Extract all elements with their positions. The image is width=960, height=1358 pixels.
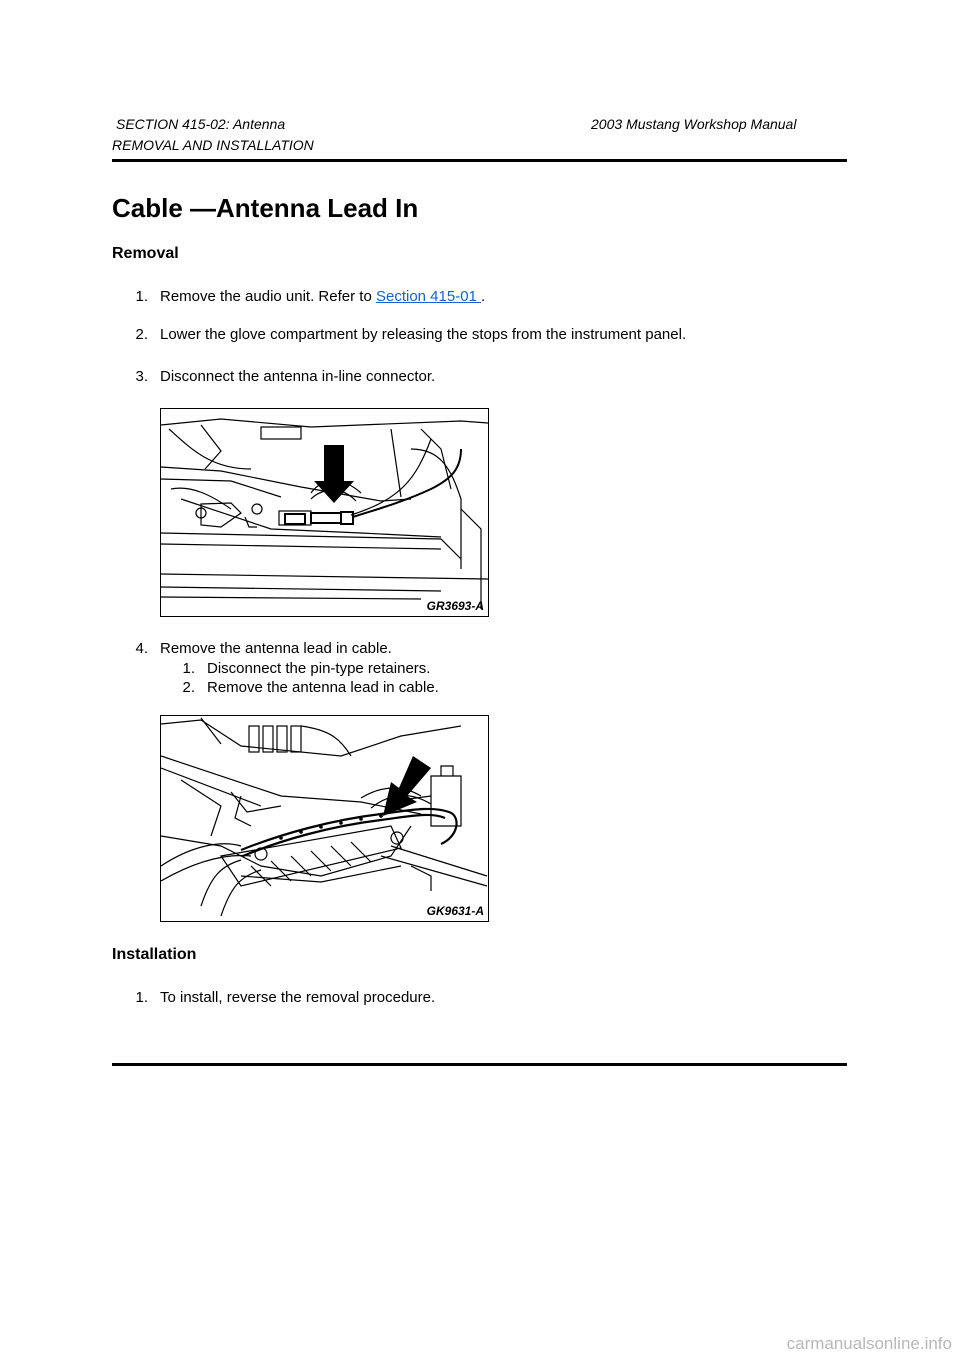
figure-lead-in-cable	[160, 715, 489, 922]
section-title: SECTION 415-02: Antenna	[116, 116, 286, 132]
section-415-01-link[interactable]: Section 415-01	[375, 288, 482, 305]
page-title: Cable —Antenna Lead In	[112, 193, 419, 223]
watermark: carmanualsonline.info	[786, 1334, 952, 1353]
figure-label: GR3693-A	[426, 599, 484, 613]
figure-label: GK9631-A	[426, 904, 484, 918]
step-text: Remove the audio unit. Refer to	[160, 288, 376, 305]
subsection-title: REMOVAL AND INSTALLATION	[112, 137, 314, 153]
step-text: Disconnect the antenna in-line connector.	[160, 368, 436, 385]
footer-rule	[112, 1063, 847, 1066]
step-number: 2.	[135, 326, 148, 343]
step-number: 1.	[135, 288, 148, 305]
header-rule	[112, 159, 847, 162]
substep-number: 2.	[182, 679, 195, 696]
substep-text: Disconnect the pin-type retainers.	[207, 660, 431, 677]
cable-illustration	[161, 716, 488, 921]
step-text-end: .	[481, 288, 486, 305]
substep-number: 1.	[182, 660, 195, 677]
step-text: Remove the antenna lead in cable.	[160, 640, 392, 657]
removal-heading: Removal	[112, 245, 179, 262]
step-number: 3.	[135, 368, 148, 385]
installation-heading: Installation	[112, 946, 197, 963]
step-text: Lower the glove compartment by releasing the stops from the instrument panel.	[160, 326, 687, 343]
substep-text: Remove the antenna lead in cable.	[207, 679, 439, 696]
step-text: To install, reverse the removal procedure.	[160, 989, 436, 1006]
connector-illustration	[161, 409, 488, 616]
manual-title: 2003 Mustang Workshop Manual	[591, 116, 797, 132]
step-number: 1.	[135, 989, 148, 1006]
step-number: 4.	[135, 640, 148, 657]
figure-connector	[160, 408, 489, 617]
